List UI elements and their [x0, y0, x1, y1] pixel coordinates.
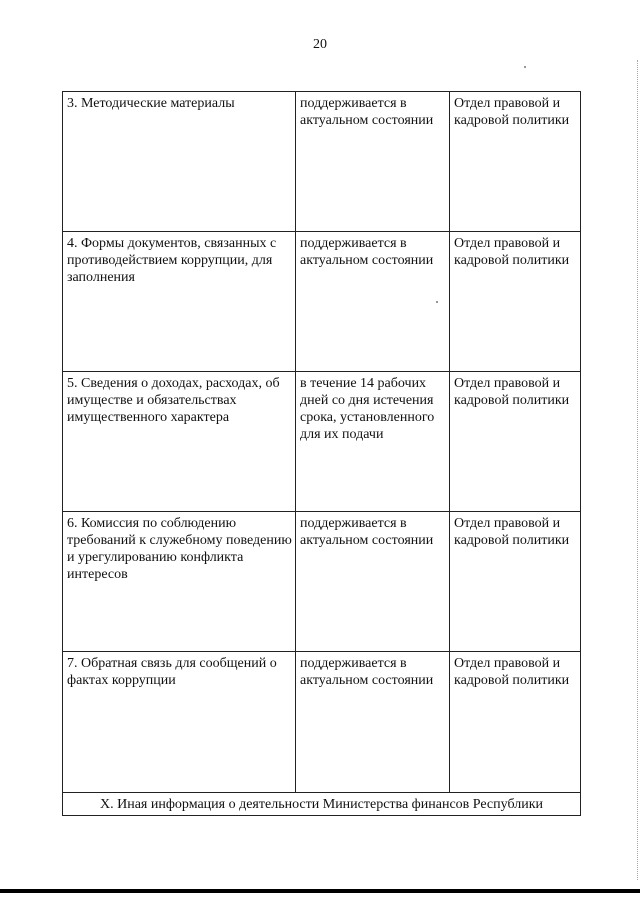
term-cell: в течение 14 рабочих дней со дня истечения срока, установленного для их подачи: [296, 372, 450, 512]
section-header-row: [63, 793, 581, 816]
section-cell: 5. Сведения о доходах, расходах, об имуществе и обязательствах имущественного характера: [63, 372, 296, 512]
page-bottom-edge: [0, 889, 640, 893]
section-cell: 3. Методические материалы: [63, 92, 296, 232]
scan-speck: [436, 301, 438, 303]
section-cell: 4. Формы документов, связанных с противодействием коррупции, для заполнения: [63, 232, 296, 372]
scan-speck: [524, 66, 526, 68]
table-row: [63, 92, 581, 232]
term-cell: поддерживается в актуальном состоянии: [296, 652, 450, 793]
section-cell: 6. Комиссия по соблюдению требований к служебному поведению и урегулированию конфликта интересов: [63, 512, 296, 652]
responsible-cell: Отдел правовой и кадровой политики: [450, 232, 581, 372]
responsible-cell: Отдел правовой и кадровой политики: [450, 512, 581, 652]
table-row: [63, 232, 581, 372]
term-cell: поддерживается в актуальном состоянии: [296, 512, 450, 652]
page-number: 20: [313, 37, 327, 52]
information-table: [62, 91, 581, 816]
responsible-cell: Отдел правовой и кадровой политики: [450, 92, 581, 232]
term-cell: поддерживается в актуальном состоянии: [296, 92, 450, 232]
scan-edge: [636, 60, 638, 880]
responsible-cell: Отдел правовой и кадровой политики: [450, 652, 581, 793]
responsible-cell: Отдел правовой и кадровой политики: [450, 372, 581, 512]
table-row: [63, 372, 581, 512]
section-cell: 7. Обратная связь для сообщений о фактах коррупции: [63, 652, 296, 793]
section-header: X. Иная информация о деятельности Министерства финансов Республики: [63, 793, 581, 816]
table-row: [63, 512, 581, 652]
term-cell: поддерживается в актуальном состоянии: [296, 232, 450, 372]
table-row: [63, 652, 581, 793]
